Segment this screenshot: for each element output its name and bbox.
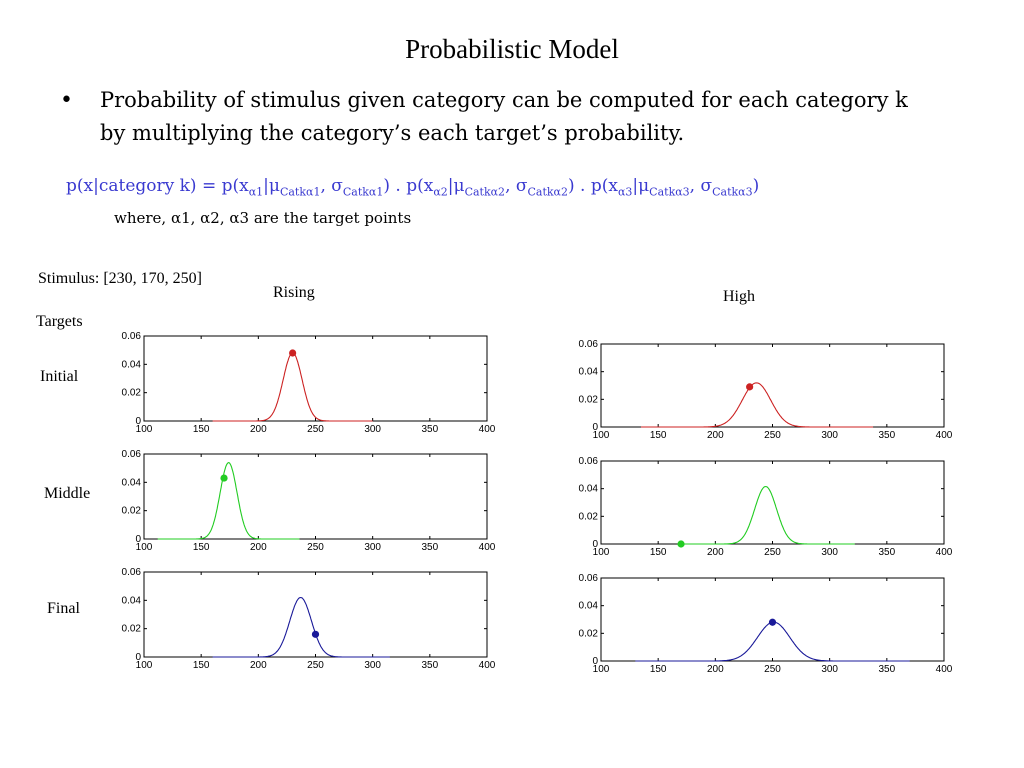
x-tick-label: 350 (878, 664, 896, 675)
x-tick-label: 300 (364, 542, 382, 553)
x-tick-label: 250 (764, 547, 781, 558)
y-tick-label: 0.02 (578, 628, 598, 640)
y-tick-label: 0.04 (121, 595, 141, 607)
column-title-high: High (723, 288, 755, 305)
x-tick-label: 350 (878, 547, 896, 558)
x-tick-label: 100 (135, 424, 153, 435)
x-tick-label: 100 (592, 547, 610, 558)
plot-frame (601, 461, 944, 544)
x-tick-label: 400 (478, 660, 496, 671)
y-tick-label: 0.06 (578, 573, 598, 584)
y-tick-label: 0.02 (578, 394, 598, 406)
x-tick-label: 300 (821, 664, 839, 675)
y-tick-label: 0 (592, 656, 598, 667)
x-tick-label: 100 (135, 542, 153, 553)
y-tick-label: 0.04 (578, 600, 598, 612)
x-tick-label: 250 (307, 660, 324, 671)
y-tick-label: 0.04 (121, 477, 141, 489)
y-tick-label: 0.02 (121, 623, 141, 635)
x-tick-label: 150 (192, 542, 210, 553)
y-tick-label: 0 (592, 422, 598, 433)
formula-term-3: $p(x_{\alpha 3}|\mu_{Catk\alpha 3}$, $\sigma_{Catk\alpha 3}$) (590, 176, 760, 199)
chart-rising-middle (100, 446, 500, 558)
x-tick-label: 200 (249, 542, 267, 553)
x-tick-label: 400 (478, 424, 496, 435)
target-point-marker (769, 619, 776, 626)
x-tick-label: 200 (706, 547, 724, 558)
y-tick-label: 0.06 (121, 331, 141, 342)
column-title-rising: Rising (273, 284, 315, 301)
target-point-marker (746, 383, 753, 390)
bullet-marker: • (60, 88, 73, 113)
y-tick-label: 0.02 (121, 505, 141, 517)
x-tick-label: 200 (249, 660, 267, 671)
chart-rising-initial (100, 328, 500, 440)
x-tick-label: 300 (364, 660, 382, 671)
y-tick-label: 0 (135, 534, 141, 545)
x-tick-label: 250 (764, 664, 781, 675)
y-tick-label: 0.04 (578, 366, 598, 378)
x-tick-label: 100 (135, 660, 153, 671)
x-tick-label: 350 (421, 424, 439, 435)
formula-term-1: $p(x_{\alpha 1}|\mu_{Catk\alpha 1}$, $\sigma_{Catk\alpha 1}$) (221, 176, 391, 199)
x-tick-label: 400 (935, 664, 953, 675)
stimulus-label: Stimulus: [230, 170, 250] (38, 270, 203, 287)
x-tick-label: 400 (478, 542, 496, 553)
x-tick-label: 300 (821, 430, 839, 441)
y-tick-label: 0.02 (121, 387, 141, 399)
plot-frame (144, 336, 487, 421)
y-tick-label: 0.04 (578, 483, 598, 495)
y-tick-label: 0.06 (578, 339, 598, 350)
x-tick-label: 350 (421, 660, 439, 671)
row-label-initial: Initial (40, 368, 79, 385)
target-point-marker (312, 631, 319, 638)
y-tick-label: 0.06 (121, 567, 141, 578)
plot-frame (144, 572, 487, 657)
x-tick-label: 150 (649, 430, 667, 441)
chart-rising-final (100, 564, 500, 676)
y-tick-label: 0 (592, 539, 598, 550)
y-tick-label: 0.04 (121, 359, 141, 371)
where-note: where, α1, α2, α3 are the target points (114, 209, 412, 227)
x-tick-label: 350 (421, 542, 439, 553)
targets-label: Targets (36, 313, 83, 330)
x-tick-label: 400 (935, 547, 953, 558)
x-tick-label: 150 (192, 424, 210, 435)
x-tick-label: 150 (649, 547, 667, 558)
x-tick-label: 100 (592, 430, 610, 441)
y-tick-label: 0.06 (121, 449, 141, 460)
x-tick-label: 250 (307, 424, 324, 435)
target-point-marker (289, 349, 296, 356)
formula-lhs: p(x|category k) = (66, 176, 222, 196)
plot-frame (601, 344, 944, 427)
x-tick-label: 150 (649, 664, 667, 675)
target-point-marker (677, 540, 684, 547)
row-label-final: Final (47, 600, 80, 617)
x-tick-label: 250 (764, 430, 781, 441)
x-tick-label: 350 (878, 430, 896, 441)
y-tick-label: 0 (135, 416, 141, 427)
y-tick-label: 0 (135, 652, 141, 663)
formula-term-2: $p(x_{\alpha 2}|\mu_{Catk\alpha 2}$, $\sigma_{Catk\alpha 2}$) (406, 176, 575, 199)
x-tick-label: 200 (706, 664, 724, 675)
y-tick-label: 0.02 (578, 511, 598, 523)
probability-formula: p(x|category $k) = p(x_{\alpha 1}|\mu_{Catk\alpha 1}$, $\sigma_{Catk\alpha 1}$) . $p(x_{\alpha 2}|\mu_{Catk\alpha 2}$, $\sigma_{Catk\alpha 2}$) . $p(x_{\alpha 3}|\mu_{Catk\alpha 3}$, $\sigma_{Catk\alpha 3}$) (66, 176, 760, 199)
x-tick-label: 300 (364, 424, 382, 435)
chart-high-middle (556, 453, 960, 565)
x-tick-label: 400 (935, 430, 953, 441)
x-tick-label: 300 (821, 547, 839, 558)
bullet-text: Probability of stimulus given category can be computed for each category k by multiplying the category’s each target’s probability. (100, 88, 908, 145)
chart-high-final (556, 570, 960, 682)
x-tick-label: 100 (592, 664, 610, 675)
plot-frame (144, 454, 487, 539)
x-tick-label: 250 (307, 542, 324, 553)
x-tick-label: 200 (706, 430, 724, 441)
y-tick-label: 0.06 (578, 456, 598, 467)
x-tick-label: 150 (192, 660, 210, 671)
chart-high-initial (556, 336, 960, 448)
row-label-middle: Middle (44, 485, 91, 502)
target-point-marker (220, 474, 227, 481)
slide-title: Probabilistic Model (405, 34, 619, 64)
x-tick-label: 200 (249, 424, 267, 435)
